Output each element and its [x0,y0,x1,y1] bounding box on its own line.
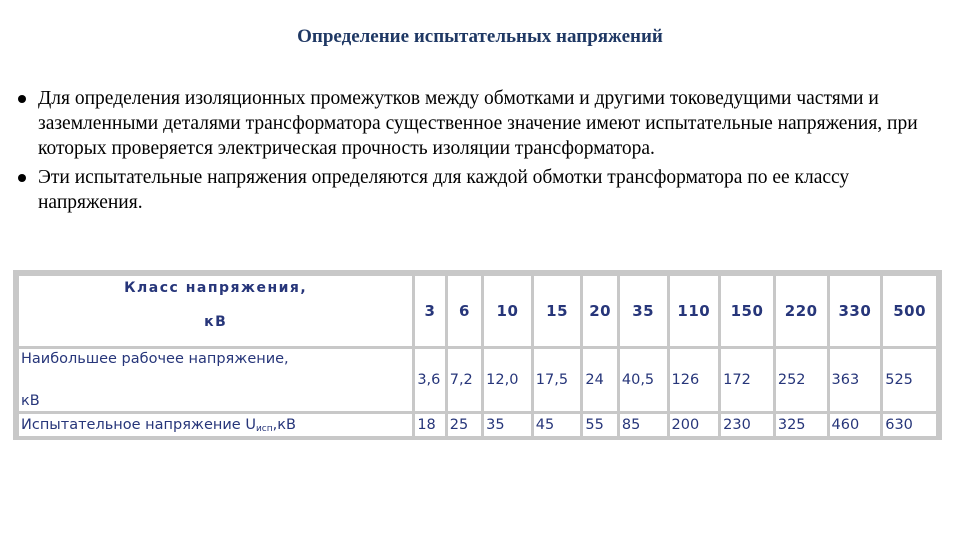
test-voltage-cell: 460 [830,414,881,436]
class-cell: 35 [620,276,667,346]
max-voltage-cell: 252 [776,349,827,411]
bullet-text: Для определения изоляционных промежутков между обмотками и другими токоведущими частями и заземленными деталями трансформатора существенное значение имеют испытательные напряжения, при которых проверяется электрическая прочность изоляции трансформатора. [38,88,918,159]
test-voltage-cell: 325 [776,414,827,436]
header-label-line1: Класс напряжения, [124,280,308,296]
max-voltage-label-line1: Наибольшее рабочее напряжение, [21,351,289,367]
max-voltage-cell: 126 [670,349,719,411]
max-voltage-label-cell [19,349,412,411]
max-voltage-cell: 12,0 [484,349,531,411]
class-cell: 3 [415,276,444,346]
class-cell: 20 [583,276,616,346]
test-voltage-cell: 85 [620,414,667,436]
class-cell: 500 [883,276,936,346]
test-voltage-cell: 200 [670,414,719,436]
test-voltage-cell: 45 [534,414,581,436]
test-voltage-cell: 630 [883,414,936,436]
max-voltage-cell: 7,2 [448,349,481,411]
test-voltage-label-main: Испытательное напряжение U [21,416,256,433]
max-voltage-cell: 3,6 [415,349,444,411]
class-cell: 6 [448,276,481,346]
table-header-row [19,276,936,346]
max-voltage-label-line2: кВ [21,393,40,409]
table-row-test-voltage [19,414,936,436]
bullet-text: Эти испытательные напряжения определяются для каждой обмотки трансформатора по ее классу напряжения. [38,167,850,213]
class-cell: 220 [776,276,827,346]
table-row-max-voltage [19,349,936,411]
class-cell: 110 [670,276,719,346]
header-label-line2: кВ [204,314,228,330]
max-voltage-cell: 363 [830,349,881,411]
class-cell: 10 [484,276,531,346]
test-voltage-label-tail: ,кВ [272,416,296,433]
bullet-dot-icon [18,174,26,182]
max-voltage-cell: 525 [883,349,936,411]
voltage-table-frame [13,270,942,440]
bullet-dot-icon [18,95,26,103]
voltage-table [16,273,939,439]
bullet-item [14,165,939,215]
test-voltage-label-sub: исп [255,423,273,434]
class-cell: 330 [830,276,881,346]
class-cell: 150 [721,276,773,346]
class-cell: 15 [534,276,581,346]
bullet-item [14,86,939,161]
slide-title: Определение испытательных напряжений [297,26,663,47]
test-voltage-cell: 18 [415,414,444,436]
max-voltage-cell: 172 [721,349,773,411]
max-voltage-cell: 17,5 [534,349,581,411]
max-voltage-cell: 40,5 [620,349,667,411]
test-voltage-cell: 230 [721,414,773,436]
test-voltage-cell: 35 [484,414,531,436]
test-voltage-cell: 25 [448,414,481,436]
header-label-cell [19,276,412,346]
max-voltage-cell: 24 [583,349,616,411]
test-voltage-cell: 55 [583,414,616,436]
bullet-list [14,86,939,219]
test-voltage-label-cell [19,414,412,436]
